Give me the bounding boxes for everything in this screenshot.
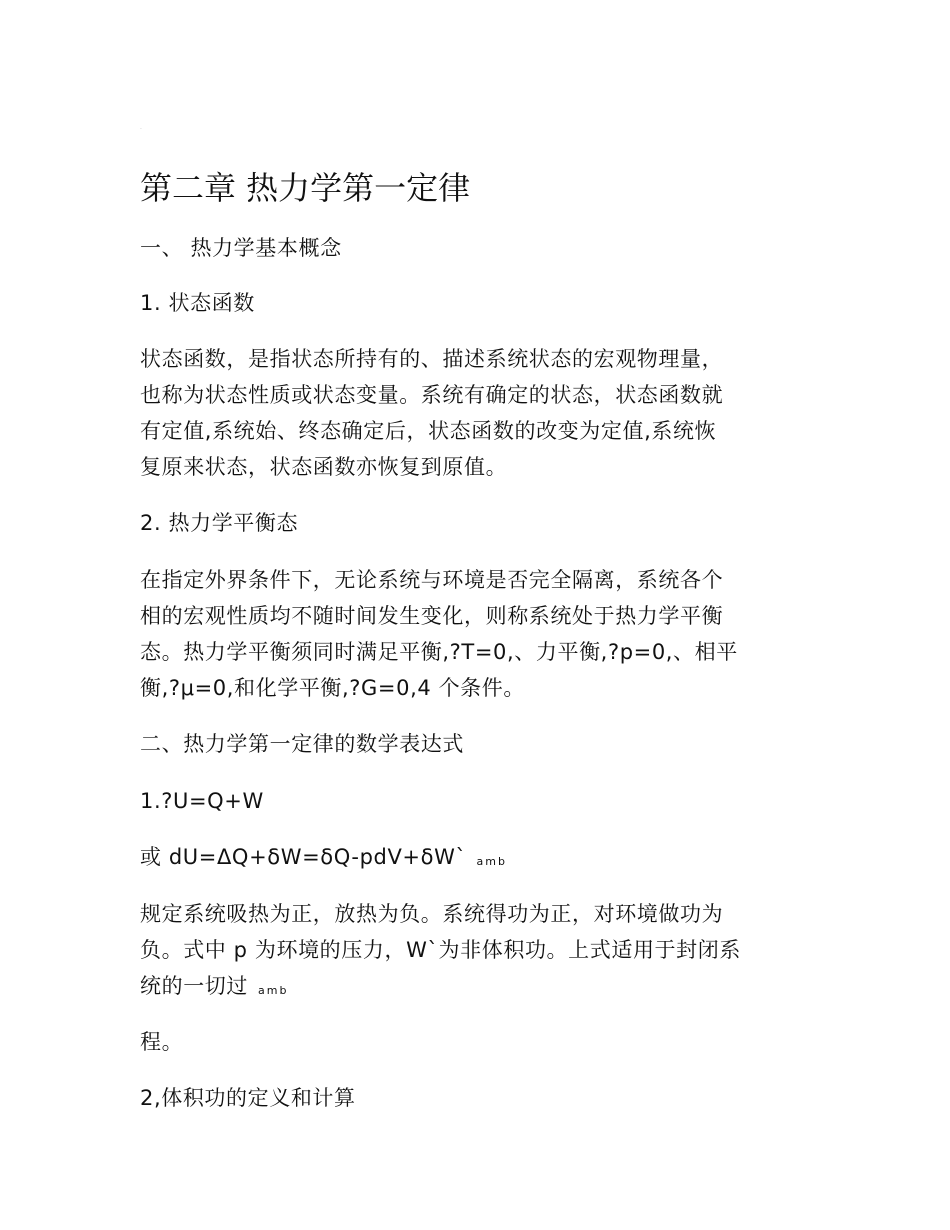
equation-differential — [140, 839, 507, 880]
paragraph-line: 也称为状态性质或状态变量。系统有确定的状态，状态函数就 — [140, 383, 724, 407]
paragraph-subscript: amb — [258, 984, 289, 997]
paragraph-line: 有定值,系统始、终态确定后，状态函数的改变为定值,系统恢 — [140, 419, 717, 443]
paragraph-line: 相的宏观性质均不随时间发生变化，则称系统处于热力学平衡 — [140, 604, 724, 628]
equation-first-law: 1.?U=Q+W — [140, 789, 264, 813]
paragraph-line: 态。热力学平衡须同时满足平衡,?T=0,、力平衡,?p=0,、相平 — [140, 640, 738, 664]
paragraph-tail: 程。 — [140, 1030, 184, 1054]
header-mark: . — [140, 124, 142, 131]
paragraph-line: 衡,?μ=0,和化学平衡,?G=0,4 个条件。 — [140, 676, 525, 700]
item-heading-state-function: 1. 状态函数 — [140, 291, 255, 315]
paragraph-line-main: 统的一切过 — [140, 974, 248, 998]
chapter-title: 第二章 热力学第一定律 — [140, 169, 471, 207]
section-heading-first-law: 二、热力学第一定律的数学表达式 — [140, 732, 464, 756]
paragraph-line: 在指定外界条件下，无论系统与环境是否完全隔离，系统各个 — [140, 568, 724, 592]
paragraph-line: 复原来状态，状态函数亦恢复到原值。 — [140, 455, 508, 479]
paragraph-line: 状态函数，是指状态所持有的、描述系统状态的宏观物理量， — [140, 347, 724, 371]
equation-subscript: amb — [476, 855, 507, 868]
paragraph-line: 负。式中 p 为环境的压力，W`为非体积功。上式适用于封闭系 — [140, 938, 741, 962]
paragraph-line — [140, 968, 288, 1009]
equation-differential-main: 或 dU=ΔQ+δW=δQ-pdV+δW` — [140, 845, 467, 869]
item-heading-equilibrium-state: 2. 热力学平衡态 — [140, 511, 299, 535]
item-heading-volume-work: 2,体积功的定义和计算 — [140, 1086, 356, 1110]
paragraph-line: 规定系统吸热为正，放热为负。系统得功为正，对环境做功为 — [140, 902, 724, 926]
section-heading-basic-concepts: 一、 热力学基本概念 — [140, 236, 342, 260]
